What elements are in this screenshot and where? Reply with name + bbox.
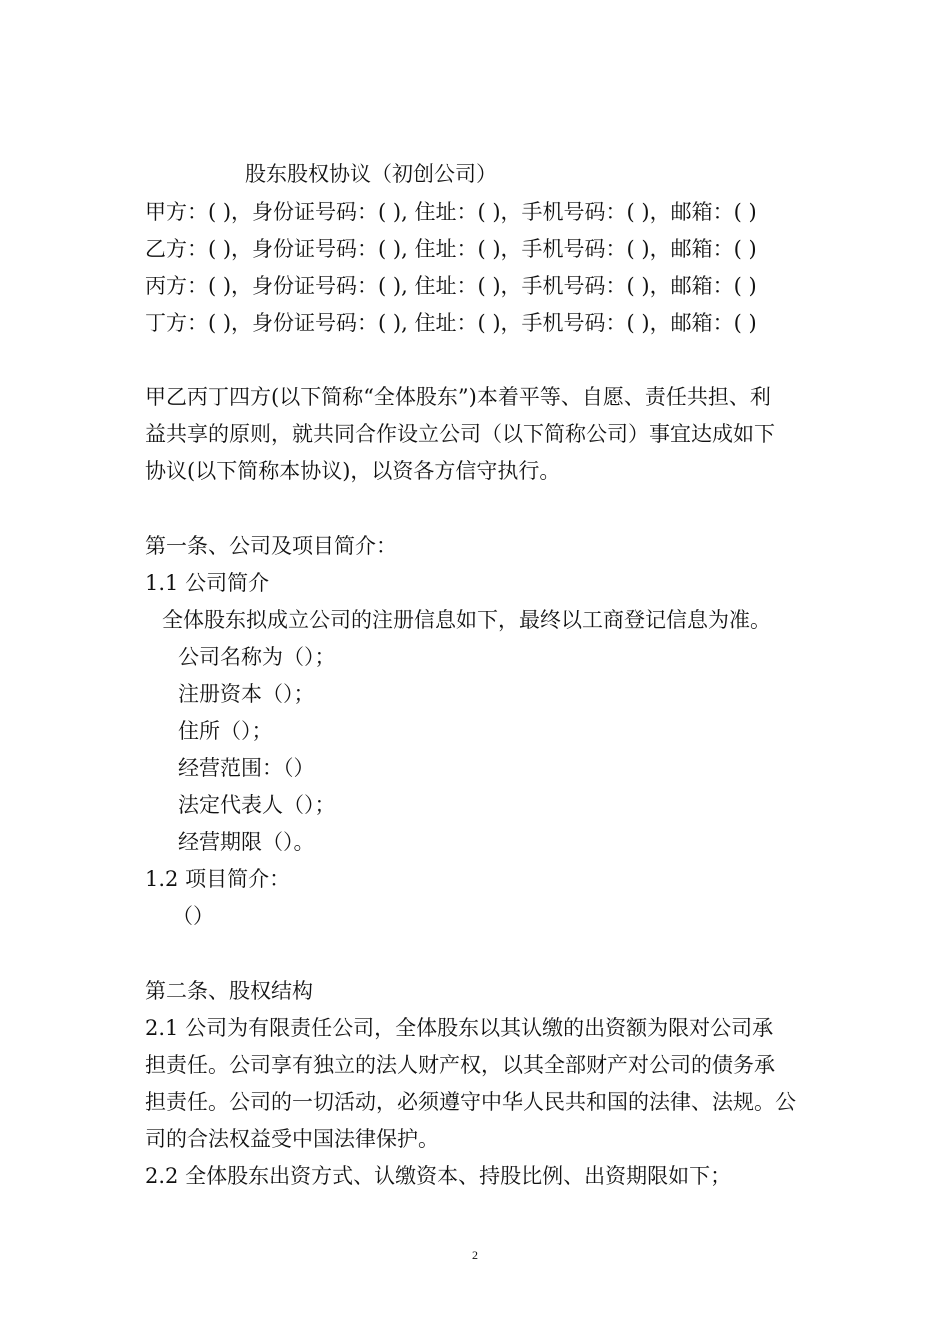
preamble-line: 益共享的原则，就共同合作设立公司（以下简称公司）事宜达成如下: [145, 422, 775, 446]
section-2-1-line: 2.1 公司为有限责任公司，全体股东以其认缴的出资额为限对公司承: [145, 1016, 774, 1040]
section-1-1-heading: 1.1 公司简介: [145, 571, 270, 595]
article1-heading: 第一条、公司及项目简介：: [145, 534, 397, 558]
section-2-1-line: 司的合法权益受中国法律保护。: [145, 1127, 439, 1151]
document-title: 股东股权协议（初创公司）: [245, 162, 497, 186]
preamble-line: 协议(以下简称本协议)，以资各方信守执行。: [145, 459, 561, 483]
registration-item: 住所（）；: [178, 719, 273, 743]
party-line-jia: 甲方：( )，身份证号码：( ), 住址：( )，手机号码：( )，邮箱：( ): [145, 200, 757, 224]
article2-heading: 第二条、股权结构: [145, 979, 313, 1003]
registration-item: 公司名称为（）；: [178, 645, 336, 669]
section-1-2-body: （）: [172, 904, 214, 928]
page-number: 2: [472, 1248, 478, 1262]
section-1-2-heading: 1.2 项目简介：: [145, 867, 291, 891]
party-line-ding: 丁方：( )，身份证号码：( ), 住址：( )，手机号码：( )，邮箱：( ): [145, 311, 757, 335]
registration-item: 经营期限（）。: [178, 830, 315, 854]
registration-item: 经营范围：（）: [178, 756, 315, 780]
party-line-yi: 乙方：( )，身份证号码：( ), 住址：( )，手机号码：( )，邮箱：( ): [145, 237, 757, 261]
party-line-bing: 丙方：( )，身份证号码：( ), 住址：( )，手机号码：( )，邮箱：( ): [145, 274, 757, 298]
registration-item: 法定代表人（）；: [178, 793, 336, 817]
section-2-2-line: 2.2 全体股东出资方式、认缴资本、持股比例、出资期限如下；: [145, 1164, 732, 1188]
registration-item: 注册资本（）；: [178, 682, 315, 706]
section-1-1-intro: 全体股东拟成立公司的注册信息如下，最终以工商登记信息为准。: [162, 608, 771, 632]
section-2-1-line: 担责任。公司的一切活动，必须遵守中华人民共和国的法律、法规。公: [145, 1090, 796, 1114]
section-2-1-line: 担责任。公司享有独立的法人财产权，以其全部财产对公司的债务承: [145, 1053, 775, 1077]
preamble-line: 甲乙丙丁四方(以下简称“全体股东”)本着平等、自愿、责任共担、利: [145, 385, 771, 409]
